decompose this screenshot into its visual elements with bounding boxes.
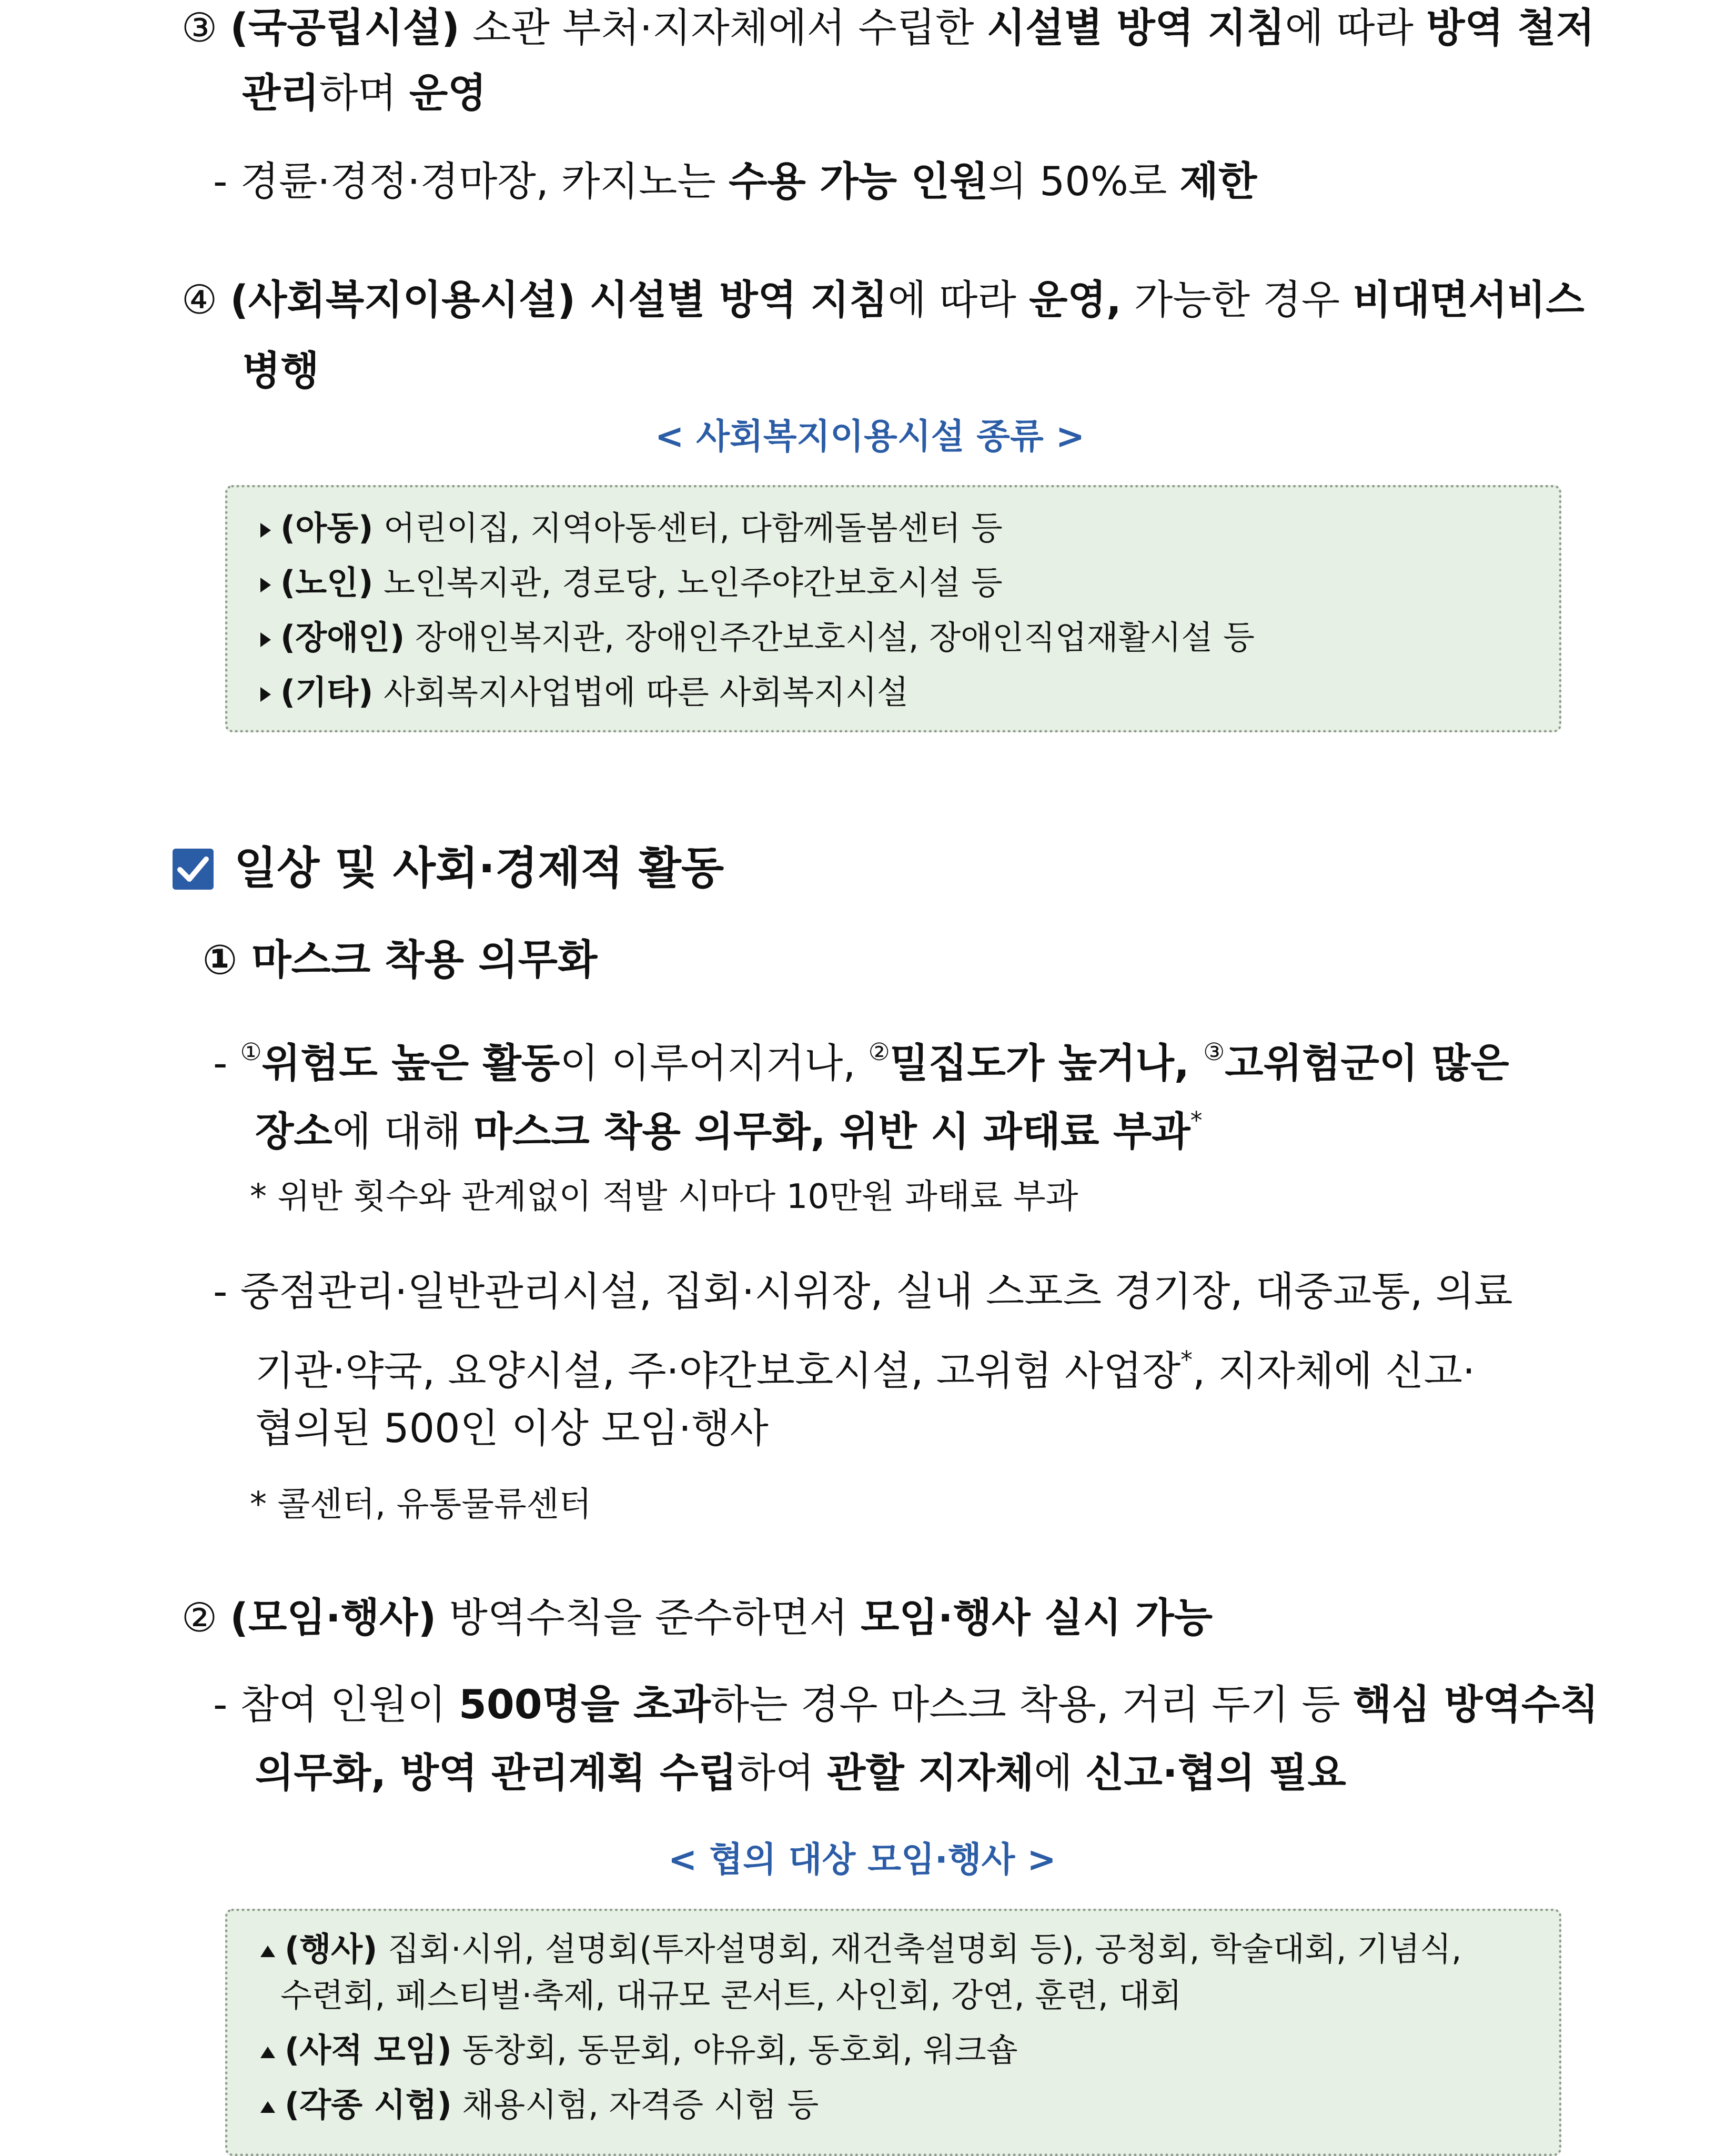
superscript-mark: * — [1190, 1106, 1203, 1134]
triangle-up-icon — [260, 2101, 275, 2113]
triangle-right-icon — [260, 578, 271, 592]
text: 의 50%로 — [988, 158, 1180, 205]
event-type-item-text: 집회·시위, 설명회(투자설명회, 재건축설명회 등), 공청회, 학술대회, 기념식, — [377, 1930, 1462, 1968]
bold-text: 위험도 높은 활동 — [261, 1039, 560, 1086]
text: ② — [181, 1594, 230, 1641]
welfare-type-item-head: (장애인) — [280, 618, 405, 657]
bold-text: 관리 — [242, 69, 319, 116]
item-1-bullet-1-line-1 — [213, 1018, 1509, 1097]
text: 이 이루어지거나, — [560, 1039, 869, 1086]
section-4-line-2 — [242, 337, 319, 405]
event-type-item-head: (행사) — [285, 1930, 378, 1968]
welfare-type-item — [260, 610, 1255, 665]
superscript-mark: ① — [240, 1038, 262, 1066]
text: 소관 부처·지자체에서 수립한 — [459, 4, 987, 51]
bold-text: 500명을 초과 — [458, 1681, 711, 1728]
event-type-item — [260, 2023, 1462, 2078]
text: 에 대해 — [332, 1107, 474, 1155]
item-1-note-1: * 위반 횟수와 관계없이 적발 시마다 10만원 과태료 부과 — [250, 1177, 1078, 1216]
item-1-bullet-2-line-2 — [255, 1326, 1475, 1405]
section-4-line-1 — [181, 266, 1584, 334]
bold-text: (모임·행사) — [230, 1594, 437, 1641]
circled-number: ④ — [181, 276, 218, 323]
text: 방역수칙을 준수하면서 — [436, 1594, 861, 1641]
bold-text: 비대면서비스 — [1352, 276, 1584, 323]
bold-text: 병행 — [242, 347, 319, 394]
item-1-bullet-2-line-3: 협의된 500인 이상 모임·행사 — [255, 1405, 769, 1452]
text: 하여 — [736, 1749, 827, 1796]
bold-text: 모임·행사 실시 가능 — [860, 1594, 1213, 1641]
welfare-type-item — [260, 501, 1255, 556]
welfare-type-item — [260, 556, 1255, 610]
welfare-type-item-head: (노인) — [280, 563, 374, 602]
caption-social-welfare-types: < 사회복지이용시설 종류 > — [655, 416, 1085, 457]
bold-text: 수용 가능 인원 — [728, 158, 988, 205]
text: 에 따라 — [887, 276, 1029, 323]
social-welfare-types-box — [225, 485, 1561, 732]
welfare-type-item-head: (아동) — [280, 509, 374, 547]
superscript-mark: ③ — [1203, 1038, 1225, 1066]
welfare-type-item-text: 어린이집, 지역아동센터, 다함께돌봄센터 등 — [373, 509, 1003, 547]
bold-text: (국공립시설) — [230, 4, 460, 51]
bold-text: 방역 철저 — [1426, 4, 1595, 51]
item-1-bullet-1-line-2 — [255, 1086, 1203, 1166]
bold-text: 마스크 착용 의무화, 위반 시 과태료 부과 — [473, 1107, 1190, 1155]
bold-text: 시설별 방역 지침 — [986, 4, 1285, 51]
triangle-up-icon — [260, 2047, 275, 2058]
text: 기관·약국, 요양시설, 주·야간보호시설, 고위험 사업장 — [255, 1347, 1181, 1394]
welfare-type-item-text: 장애인복지관, 장애인주간보호시설, 장애인직업재활시설 등 — [405, 618, 1255, 657]
bold-text: 운영, — [1028, 276, 1122, 323]
event-type-item-continuation: 수련회, 페스티벌·축제, 대규모 콘서트, 사인회, 강연, 훈련, 대회 — [280, 1976, 1182, 2014]
bold-text: 장소 — [255, 1107, 332, 1155]
bold-text: 의무화, 방역 관리계획 수립 — [255, 1749, 737, 1796]
bold-text: 운영 — [409, 69, 487, 116]
text: - 경륜·경정·경마장, 카지노는 — [213, 158, 729, 205]
bold-text: 신고·협의 필요 — [1085, 1749, 1346, 1796]
triangle-right-icon — [260, 687, 271, 702]
rich-line — [230, 276, 1584, 323]
event-type-item-text: 동창회, 동문회, 야유회, 동호회, 워크숍 — [451, 2031, 1018, 2069]
text: 하는 경우 마스크 착용, 거리 두기 등 — [710, 1681, 1353, 1728]
triangle-up-icon — [260, 1946, 275, 1957]
section-3-line-1 — [181, 0, 1594, 62]
bold-text: 제한 — [1179, 158, 1257, 205]
item-2-bullet-1-line-1 — [213, 1670, 1599, 1739]
item-1-note-2: * 콜센터, 유통물류센터 — [250, 1485, 592, 1524]
event-type-item-text: 채용시험, 자격증 시험 등 — [451, 2086, 819, 2124]
superscript-mark: ② — [868, 1038, 890, 1066]
footnote-mark: * — [1180, 1346, 1193, 1374]
rich-line — [230, 4, 1594, 51]
text: 가능한 경우 — [1121, 276, 1353, 323]
welfare-type-item-head: (기타) — [280, 673, 374, 711]
bold-text: 밀집도가 높거나, — [890, 1039, 1204, 1086]
text: - 참여 인원이 — [213, 1681, 459, 1728]
item-1-bullet-2-line-1: - 중점관리·일반관리시설, 집회·시위장, 실내 스포츠 경기장, 대중교통, 의료 — [213, 1268, 1513, 1315]
caption-consultation-events: < 협의 대상 모임·행사 > — [668, 1839, 1056, 1880]
text: 하며 — [319, 69, 409, 116]
triangle-right-icon — [260, 632, 271, 647]
text: - — [213, 1039, 240, 1086]
item-2-bullet-1-line-2 — [255, 1739, 1346, 1807]
bold-text: 관할 지자체 — [826, 1749, 1034, 1796]
item-2-line-1 — [181, 1584, 1213, 1652]
text: 에 따라 — [1285, 4, 1427, 51]
checkbox-checked-icon — [173, 849, 214, 890]
welfare-type-item-text: 사회복지사업법에 따른 사회복지시설 — [373, 673, 909, 711]
text: , 지자체에 신고· — [1192, 1347, 1476, 1394]
section-3-bullet-1 — [213, 147, 1257, 216]
bold-text: 핵심 방역수칙 — [1352, 1681, 1599, 1728]
welfare-type-item-text: 노인복지관, 경로당, 노인주야간보호시설 등 — [373, 563, 1003, 602]
event-type-item-head: (사적 모임) — [285, 2031, 452, 2069]
event-type-item — [260, 2078, 1462, 2132]
circled-number: ③ — [181, 4, 218, 51]
bold-text: (사회복지이용시설) 시설별 방역 지침 — [230, 276, 888, 323]
bold-text: 고위험군이 많은 — [1225, 1039, 1509, 1086]
welfare-type-item — [260, 665, 1255, 720]
consultation-events-box — [225, 1909, 1561, 2156]
section-heading: 일상 및 사회·경제적 활동 — [234, 842, 724, 894]
triangle-right-icon — [260, 523, 271, 538]
text: 에 — [1034, 1749, 1085, 1796]
item-1-title: ① 마스크 착용 의무화 — [203, 936, 598, 984]
section-3-line-2 — [242, 59, 487, 127]
event-type-item-head: (각종 시험) — [285, 2086, 452, 2124]
